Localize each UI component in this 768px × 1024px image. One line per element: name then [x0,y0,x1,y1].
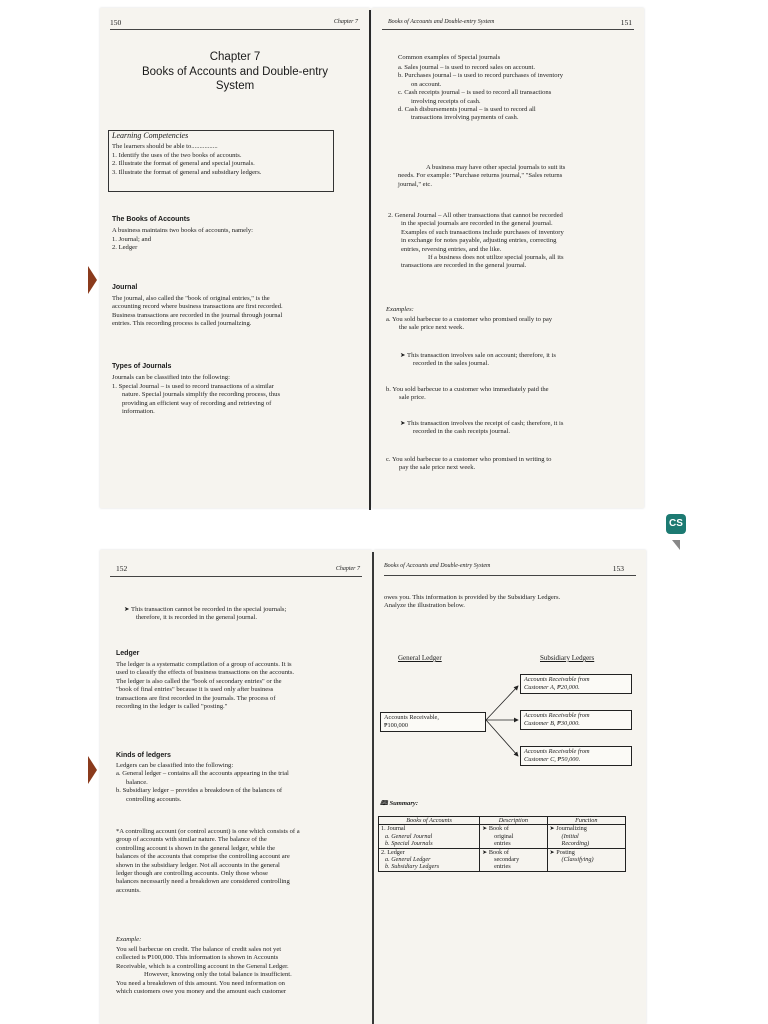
bookmark-tab-bottom [88,756,97,784]
text-line: which customers owe you money and the amount each customer [116,988,287,996]
text-line: group of accounts with similar nature. The balance of the [116,836,267,844]
text-line: Business transactions are recorded in the journal through journal [112,311,283,319]
badge-tail-icon [672,540,680,550]
books-intro: A business maintains two books of accounts, namely: [112,227,254,234]
kinds-paragraph [116,762,289,804]
learning-competencies-box [108,130,334,192]
text-line: b. Purchases journal – is used to record purchases of inventory [398,72,563,80]
text-line: sale price. [399,394,426,402]
books-item: 2. Ledger [112,244,138,252]
text-line: a. General ledger – contains all the accounts appearing in the trial [116,770,289,778]
running-head: Chapter 7 [335,566,360,572]
summary-text: Summary: [389,800,419,807]
text-line: ➤ Book of [482,848,509,856]
text-line: A business may have other special journals to suit its [426,164,566,171]
text-line: collected is ₱100,000. This information is shown in Accounts [116,954,279,962]
page-number: 150 [110,18,122,27]
text-line: The ledger is also called the "book of secondary entries" or the [116,677,282,685]
text-line: on account. [411,80,442,88]
text-line: Accounts Receivable from [524,748,590,755]
text-line: "book of final entries" because it is used only after business [116,686,274,694]
text-line: entries, reversing entries, and the like. [401,245,502,253]
types-heading: Types of Journals [112,363,172,370]
text-line: nature. Special journals simplify the recording process, thus [122,391,281,399]
books-heading: The Books of Accounts [112,216,190,223]
page-153 [374,550,646,1024]
header-rule [382,29,634,30]
text-line: controlling account is shown in the general ledger, while the [116,844,276,852]
lc-intro: The learners should be able to................ [112,143,218,150]
text-line: balances of the accounts that comprise the controlling account are [116,853,290,861]
text-line: information. [122,408,155,416]
text-line: Ledgers can be classified into the following: [116,762,234,769]
text-line: recording in the ledger is called "posting." [116,703,228,711]
books-items [112,236,151,253]
example-b [386,386,549,403]
table-row [379,825,626,848]
text-line: However, knowing only the total balance is insufficient. [144,971,292,979]
text-line: recorded in the cash receipts journal. [413,428,511,436]
text-line: You sell barbecue on credit. The balance of credit sales not yet [116,946,282,953]
table-header: Function [547,817,625,825]
text-line: shown in the subsidiary ledger. Not all accounts in the general [116,861,280,869]
text-line: *A controlling account (or control account) is one which consists of a [116,828,300,835]
text-line: ₱100,000 [384,722,408,729]
text-line: ledger though are controlling accounts. Only those whose [116,870,268,878]
text-line: balance. [126,778,148,786]
arrow-to-customer-c [486,720,518,756]
lc-item: 1. Identify the uses of the two books of accounts. [112,152,242,159]
text-line: owes you. This information is provided by the Subsidiary Ledgers. [384,594,561,601]
lc-title: Learning Competencies [112,131,189,140]
special-journal-note [124,606,286,623]
books-item: 1. Journal; and [112,236,152,243]
types-paragraph [112,383,280,417]
text-line: c. Cash receipts journal – is used to record all transactions [398,89,552,97]
text-line: 1. Journal [381,825,406,833]
example-b-note [400,420,563,437]
text-line: Customer B, ₱30,000. [524,720,580,727]
table-cell [547,825,625,848]
special-journals-list [398,64,563,123]
other-journals-paragraph [398,164,565,189]
text-line: ➤ Book of [482,825,509,833]
table-cell [379,825,480,848]
general-journal-paragraph [388,212,564,271]
text-line: a. Sales journal – is used to record sales on account. [398,64,535,71]
text-line: accounting record where business transactions are first recorded. [112,303,283,311]
example-a-note [400,352,556,369]
text-line: c. You sold barbecue to a customer who promised in writing to [386,456,552,463]
header-rule [110,576,362,577]
running-head: Chapter 7 [333,19,358,25]
chapter-subtitle-line-1: Books of Accounts and Double-entry [141,66,329,78]
text-line: If a business does not utilize special journals, all its [428,254,564,262]
running-head: Books of Accounts and Double-entry System [384,563,491,569]
bookmark-tab-top [88,266,97,294]
text-line: original [494,832,514,840]
text-line: needs. For example: "Purchase returns journal," "Sales returns [398,172,563,180]
kinds-heading: Kinds of ledgers [116,752,171,759]
header-rule [110,29,360,30]
page-number: 153 [612,564,624,573]
text-line: in exchange for notes payable, adjusting entries, correcting [401,237,557,245]
table-cell [379,848,480,871]
text-line: d. Cash disbursements journal – is used to record all [398,106,536,114]
text-line: therefore, it is recorded in the general journal. [136,614,258,622]
text-line: recorded in the sales journal. [413,360,489,368]
journal-heading: Journal [112,284,138,291]
text-line: Customer C, ₱50,000. [524,756,581,763]
text-line: 2. General Journal – All other transactions that cannot be recorded [388,212,563,219]
text-line: Recording) [561,840,590,848]
text-line: Analyze the illustration below. [384,602,465,610]
ledger-paragraph [116,661,294,711]
page-152 [100,550,372,1024]
text-line: Accounts Receivable from [524,712,590,719]
table-header: Books of Accounts [379,817,480,825]
page-151 [372,8,644,508]
text-line: accounts. [116,886,141,894]
text-line: Examples of such transactions include purchases of inventory [401,228,564,236]
text-line: the sale price next week. [399,324,464,332]
page-number: 152 [116,564,128,573]
text-line: entries [494,863,511,871]
example-label: Example: [116,936,142,943]
text-line: (Classifying) [561,856,594,864]
text-line: b. Subsidiary ledger – provides a breakdown of the balances of [116,787,283,795]
text-line: transactions are first recorded in the journals. The process of [116,694,276,702]
examples-label: Examples: [386,306,414,313]
text-line: journal," etc. [398,180,432,188]
text-line: ➤ This transaction involves sale on account; therefore, it is [400,352,556,359]
text-line: transactions involving payments of cash. [411,114,519,122]
text-line: The journal, also called the "book of original entries," is the [112,295,270,302]
table-row [379,848,626,871]
ledger-heading: Ledger [116,650,140,657]
text-line: ➤ This transaction involves the receipt of cash; therefore, it is [400,420,564,427]
chapter-title: Chapter 7 [209,51,261,63]
types-intro: Journals can be classified into the following: [112,374,230,381]
text-line: b. Subsidiary Ledgers [385,863,440,871]
table-cell [547,848,625,871]
running-head: Books of Accounts and Double-entry System [388,19,495,25]
page-number: 151 [620,18,632,27]
text-line: Receivable, which is a controlling account in the General Ledger. [116,962,289,970]
text-line: in the special journals are recorded in the general journal. [401,220,553,228]
text-line: 1. Special Journal – is used to record transactions of a similar [112,383,274,390]
text-line: Accounts Receivable, [384,714,439,721]
table-header-row [379,817,626,825]
text-line: a. General Journal [385,832,433,840]
text-line: ➤ This transaction cannot be recorded in the special journals; [124,606,287,613]
text-line: b. You sold barbecue to a customer who immediately paid the [386,386,549,393]
lc-item: 3. Illustrate the format of general and subsidiary ledgers. [112,168,262,176]
text-line: Customer A, ₱20,000. [524,684,580,691]
journal-paragraph [112,295,283,329]
summary-table [378,816,626,872]
text-line: providing an efficient way of recording and retrieving of [122,399,272,407]
book-spine-top [369,10,371,510]
book-icon: 🕮 [380,800,388,807]
text-line: used to classify the effects of business transactions on the accounts. [116,669,295,677]
text-line: secondary [494,856,520,864]
text-line: 2. Ledger [381,848,405,856]
example-a [386,316,552,333]
camscanner-badge: CS [666,514,686,534]
common-heading: Common examples of Special journals [398,54,501,61]
text-line: entries [494,840,511,848]
text-line: The ledger is a systematic compilation of a group of accounts. It is [116,661,292,668]
arrow-to-customer-a [486,686,518,720]
table-cell [480,848,547,871]
text-line: Accounts Receivable from [524,676,590,683]
table-cell [480,825,547,848]
text-line: a. General Ledger [385,856,431,864]
ledger-arrows [374,550,646,1024]
text-line: pay the sale price next week. [399,464,476,472]
subsidiary-ledgers-label: Subsidiary Ledgers [540,654,595,662]
lc-item: 2. Illustrate the format of general and special journals. [112,160,255,168]
text-line: involving receipts of cash. [411,97,481,105]
text-line: entries. This recording process is called journalizing. [112,320,252,328]
example-paragraph [116,946,292,996]
page-150 [100,8,370,508]
lc-items [112,152,261,177]
text-line: ➤ Posting [549,848,575,856]
general-ledger-label: General Ledger [398,654,442,662]
text-line: (Initial [561,832,579,840]
text-line: b. Special Journals [385,840,433,848]
summary-label [380,800,418,808]
text-line: controlling accounts. [126,795,182,803]
text-line: ➤ Journalizing [549,825,587,833]
table-header: Description [480,817,547,825]
text-line: transactions are recorded in the general journal. [401,262,527,270]
example-c [386,456,551,473]
text-line: You need a breakdown of this amount. You need information on [116,979,285,987]
text-line: a. You sold barbecue to a customer who promised orally to pay [386,316,553,323]
text-line: balances necessarily need a breakdown are considered controlling [116,878,290,886]
controlling-account-paragraph [116,828,300,895]
chapter-subtitle-line-2: System [215,80,255,92]
